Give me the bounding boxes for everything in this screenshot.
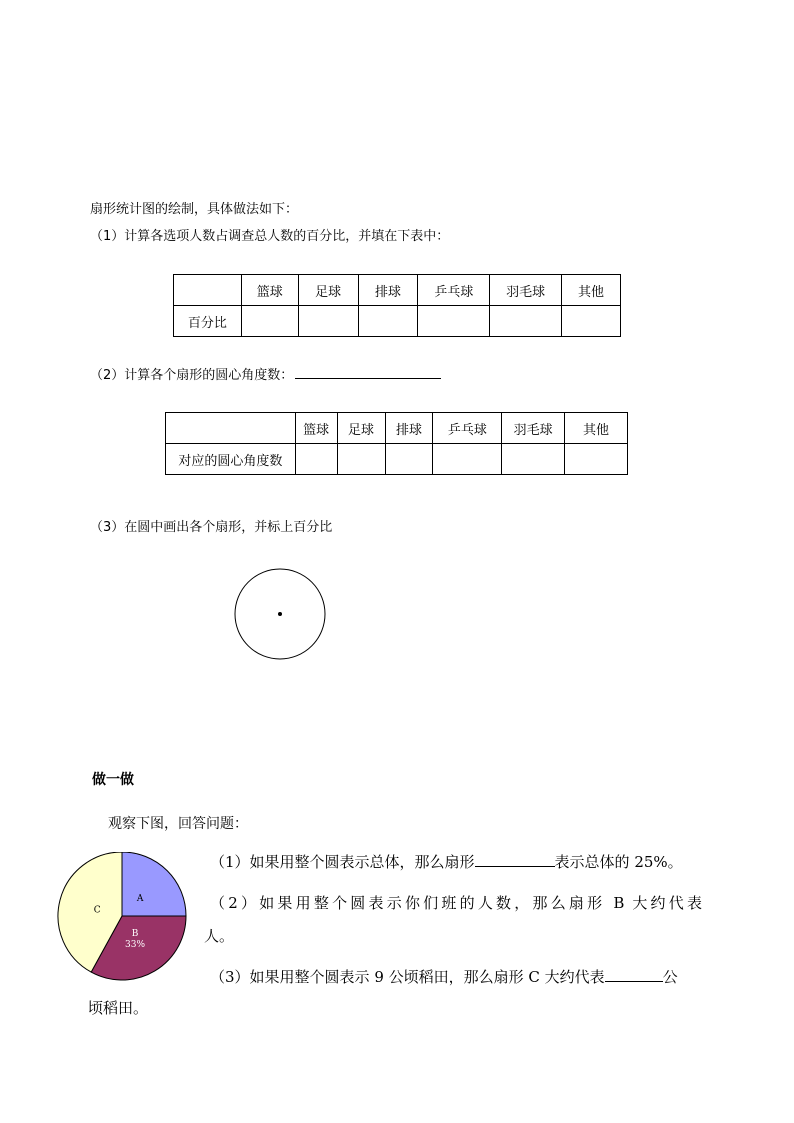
table-row [166,413,628,444]
answer-cell[interactable] [502,444,565,475]
step1-text: （1）计算各选项人数占调查总人数的百分比，并填在下表中： [90,229,450,244]
step3-text: （3）在圆中画出各个扇形，并标上百分比 [90,520,333,535]
table-row [174,306,621,337]
table-row [174,275,621,306]
answer-blank[interactable] [605,968,663,982]
table-row [166,444,628,475]
angle-table [165,412,628,475]
pie-label-b: B [131,929,139,940]
percent-table [173,274,621,337]
row-label: 对应的圆心角度数 [166,444,296,475]
table-header: 乒乓球 [418,275,490,306]
table-header: 其他 [565,413,628,444]
answer-cell[interactable] [433,444,502,475]
q1-suffix: 表示总体的 25%。 [554,853,683,871]
question-2-line2: 人。 [204,927,235,945]
table-header: 足球 [298,275,358,306]
table-header: 羽毛球 [502,413,565,444]
observe-text: 观察下图，回答问题： [108,816,248,832]
circle-center-dot [278,612,282,616]
table-header: 篮球 [295,413,337,444]
answer-cell[interactable] [565,444,628,475]
answer-cell[interactable] [241,306,298,337]
intro-text: 扇形统计图的绘制，具体做法如下： [90,202,299,217]
drawing-circle[interactable] [230,565,330,665]
answer-cell[interactable] [337,444,385,475]
pie-slice-a [122,852,186,916]
table-header: 排球 [358,275,418,306]
answer-cell[interactable] [298,306,358,337]
question-1 [210,851,683,872]
step2-text: （2）计算各个扇形的圆心角度数： [90,368,294,383]
table-header: 足球 [337,413,385,444]
table-header: 其他 [562,275,621,306]
answer-cell[interactable] [358,306,418,337]
table-header: 排球 [385,413,433,444]
question-3 [210,966,678,987]
step2-line [90,364,441,383]
question-3-line2: 顷稻田。 [88,999,149,1017]
answer-blank[interactable] [475,853,555,867]
pie-value-label-b: 33% [125,940,146,951]
pie-chart [55,852,191,982]
answer-cell[interactable] [418,306,490,337]
table-cell [174,275,242,306]
q3-prefix: （3）如果用整个圆表示 9 公顷稻田，那么扇形 C 大约代表 [210,968,605,986]
table-header: 乒乓球 [433,413,502,444]
answer-blank[interactable] [295,366,441,379]
table-cell [166,413,296,444]
pie-label-a: A [136,893,144,904]
pie-label-c: C [93,905,101,916]
q1-prefix: （1）如果用整个圆表示总体，那么扇形 [210,853,475,871]
table-header: 篮球 [241,275,298,306]
q3-suffix: 公 [662,968,678,986]
answer-cell[interactable] [295,444,337,475]
section-title: 做一做 [92,772,134,788]
answer-cell[interactable] [490,306,562,337]
row-label: 百分比 [174,306,242,337]
question-2-line1: （2）如果用整个圆表示你们班的人数，那么扇形 B 大约代表 [210,894,702,912]
table-header: 羽毛球 [490,275,562,306]
answer-cell[interactable] [562,306,621,337]
answer-cell[interactable] [385,444,433,475]
